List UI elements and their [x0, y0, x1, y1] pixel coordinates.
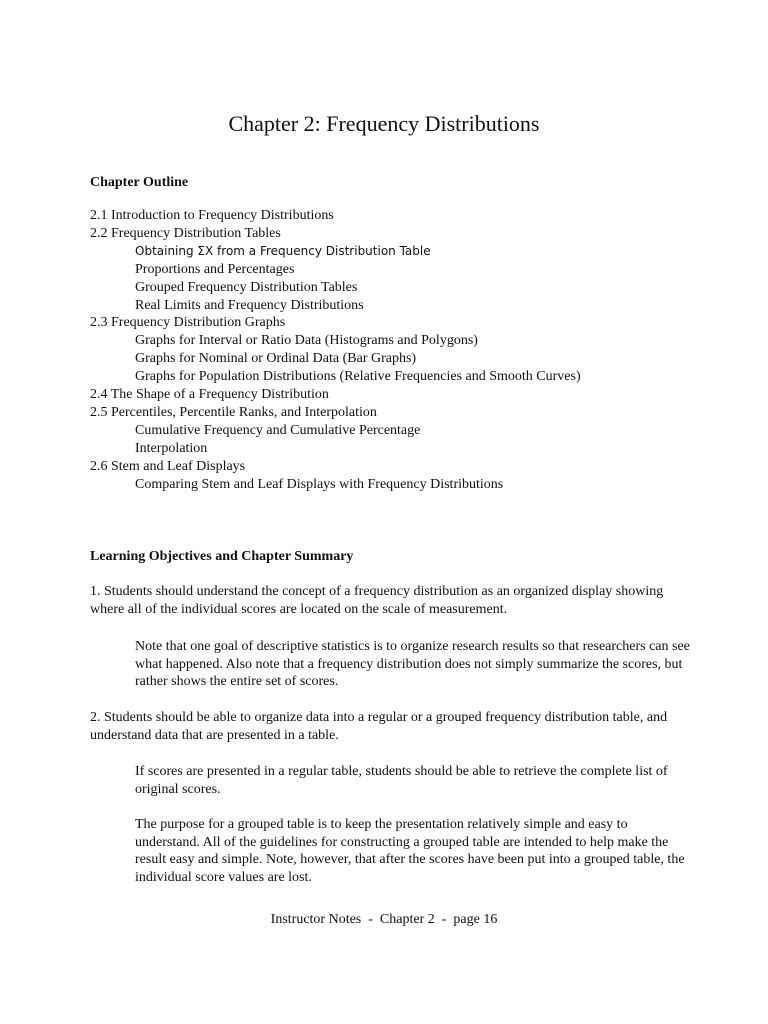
outline-subitem: Graphs for Population Distributions (Relative Frequencies and Smooth Curves)	[135, 369, 581, 385]
note-paragraph: The purpose for a grouped table is to keep the presentation relatively simple and easy to understand. All of the guidelines for constructing a grouped table are intended to help make the result easy and simple. Note, however, that after the scores have been put into a grouped table, the individual score values are lost.	[135, 817, 685, 885]
outline-heading: Chapter Outline	[90, 175, 189, 190]
outline-subitem: Comparing Stem and Leaf Displays with Frequency Distributions	[135, 476, 504, 492]
page-footer: Instructor Notes - Chapter 2 - page 16	[270, 912, 498, 927]
outline-subitem: Real Limits and Frequency Distributions	[135, 297, 364, 313]
outline-item: 2.2 Frequency Distribution Tables	[90, 225, 281, 241]
outline-item: 2.4 The Shape of a Frequency Distribution	[90, 387, 329, 403]
outline-subitem: Graphs for Interval or Ratio Data (Histograms and Polygons)	[135, 333, 478, 349]
page-title: Chapter 2: Frequency Distributions	[228, 111, 540, 136]
outline-subitem: Interpolation	[135, 440, 208, 456]
outline-item: 2.1 Introduction to Frequency Distributions	[90, 208, 334, 223]
objectives-heading: Learning Objectives and Chapter Summary	[90, 549, 354, 564]
note-paragraph: If scores are presented in a regular table, students should be able to retrieve the complete list of original scores.	[135, 764, 668, 797]
outline-subitem: Grouped Frequency Distribution Tables	[135, 279, 358, 295]
note-paragraph: Note that one goal of descriptive statistics is to organize research results so that researchers can see what happened. Also note that a frequency distribution does not simply summarize the scores, but rather shows the entire set of scores.	[135, 639, 690, 689]
objective-paragraph: 2. Students should be able to organize data into a regular or a grouped frequency distribution table, and understand data that are presented in a table.	[90, 710, 668, 743]
outline-item: 2.6 Stem and Leaf Displays	[90, 458, 246, 474]
chapter-outline	[90, 207, 730, 494]
outline-item: 2.5 Percentiles, Percentile Ranks, and Interpolation	[90, 404, 377, 420]
outline-item: 2.3 Frequency Distribution Graphs	[90, 315, 286, 331]
outline-subitem: Proportions and Percentages	[135, 261, 295, 277]
outline-subitem: Graphs for Nominal or Ordinal Data (Bar Graphs)	[135, 351, 417, 367]
outline-subitem: Cumulative Frequency and Cumulative Percentage	[135, 422, 421, 438]
outline-subitem: Obtaining ΣX from a Frequency Distribution Table	[135, 243, 431, 258]
objective-paragraph: 1. Students should understand the concept of a frequency distribution as an organized display showing where all of the individual scores are located on the scale of measurement.	[90, 584, 664, 617]
